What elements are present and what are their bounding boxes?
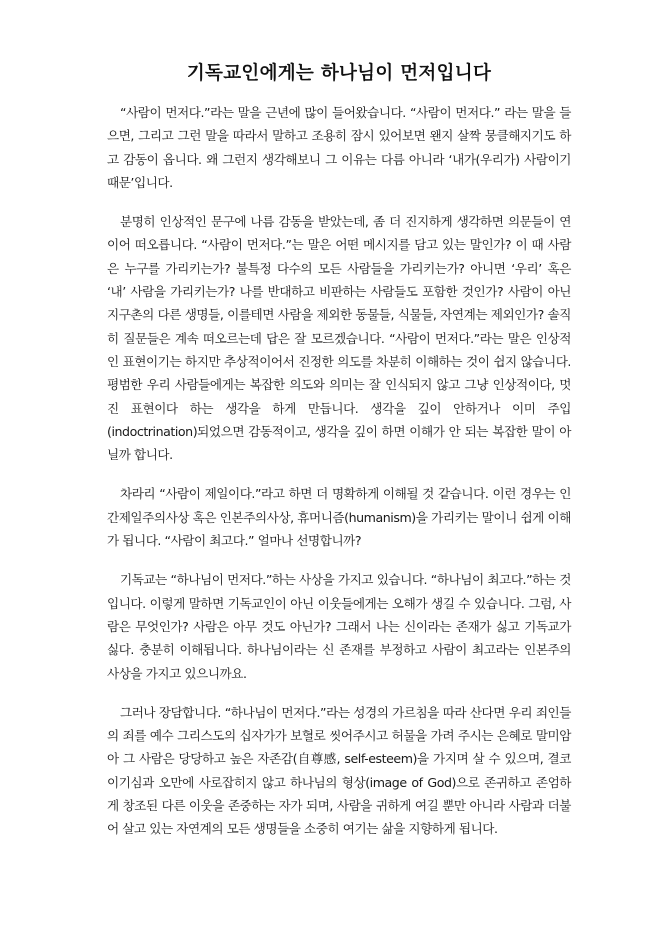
paragraph-2: 분명히 인상적인 문구에 나름 감동을 받았는데, 좀 더 진지하게 생각하면 의문들이 연이어 떠오릅니다. “사람이 먼저다.”는 말은 어떤 메시지를 담고 있는 말인가? 이 때 사람은 누구를 가리키는가? 불특정 다수의 모든 사람들을 가리키는가? 아니면 ‘우리’ 혹은 ‘내’ 사람을 가리키는가? 나를 반대하고 비판하는 사람들도 포함한 것인가? 사람이 아닌 지구촌의 다른 생명들, 이를테면 사람을 제외한 동물들, 식물들, 자연계는 제외인가? 솔직히 질문들은 계속 떠오르는데 답은 잘 모르겠습니다. “사람이 먼저다.”라는 말은 인상적인 표현이기는 하지만 추상적이어서 진정한 의도를 차분히 이해하는 것이 쉽지 않습니다. 평범한 우리 사람들에게는 복잡한 의도와 의미는 잘 인식되지 않고 그냥 인상적이다, 멋진 표현이다 하는 생각을 하게 만듭니다. 생각을 깊이 안하거나 이미 주입(indoctrination)되었으면 감동적이고, 생각을 깊이 하면 이해가 안 되는 복잡한 말이 아닐까 합니다. (107, 214, 571, 463)
paragraph-1: “사람이 먼저다.”라는 말을 근년에 많이 들어왔습니다. “사람이 먼저다.” 라는 말을 들으면, 그리고 그런 말을 따라서 말하고 조용히 잠시 있어보면 왠지 살짝 뭉클해지기도 하고 감동이 옵니다. 왜 그런지 생각해보니 그 이유는 다름 아니라 ‘내가(우리가) 사람이기 때문’입니다. (107, 105, 571, 190)
paragraph-3: 차라리 “사람이 제일이다.”라고 하면 더 명확하게 이해될 것 같습니다. 이런 경우는 인간제일주의사상 혹은 인본주의사상, 휴머니즘(humanism)을 가리키는 말이니 쉽게 이해가 됩니다. “사람이 최고다.” 얼마나 선명합니까? (107, 486, 571, 549)
document-title: 기독교인에게는 하나님이 먼저입니다 (186, 63, 492, 84)
paragraph-5: 그러나 장담합니다. “하나님이 먼저다.”라는 성경의 가르침을 따라 산다면 우리 죄인들의 죄를 예수 그리스도의 십자가가 보혈로 씻어주시고 허물을 가려 주시는 은혜로 말미암아 그 사람은 당당하고 높은 자존감(自尊感, self-esteem)을 가지며 살 수 있으며, 결코 이기심과 오만에 사로잡히지 않고 하나님의 형상(image of God)으로 존귀하고 존엄하게 창조된 다른 이웃을 존중하는 자가 되며, 사람을 귀하게 여길 뿐만 아니라 사람과 더불어 살고 있는 자연계의 모든 생명들을 소중히 여기는 삶을 지향하게 됩니다. (107, 704, 571, 837)
document-body (107, 101, 571, 841)
paragraph-4: 기독교는 “하나님이 먼저다.”하는 사상을 가지고 있습니다. “하나님이 최고다.”하는 것입니다. 이렇게 말하면 기독교인이 아닌 이웃들에게는 오해가 생길 수 있습니다. 그럼, 사람은 무엇인가? 사람은 아무 것도 아닌가? 그래서 나는 신이라는 존재가 싫고 기독교가 싫다. 충분히 이해됩니다. 하나님이라는 신 존재를 부정하고 사람이 최고라는 인본주의 사상을 가지고 있으니까요. (107, 572, 571, 681)
